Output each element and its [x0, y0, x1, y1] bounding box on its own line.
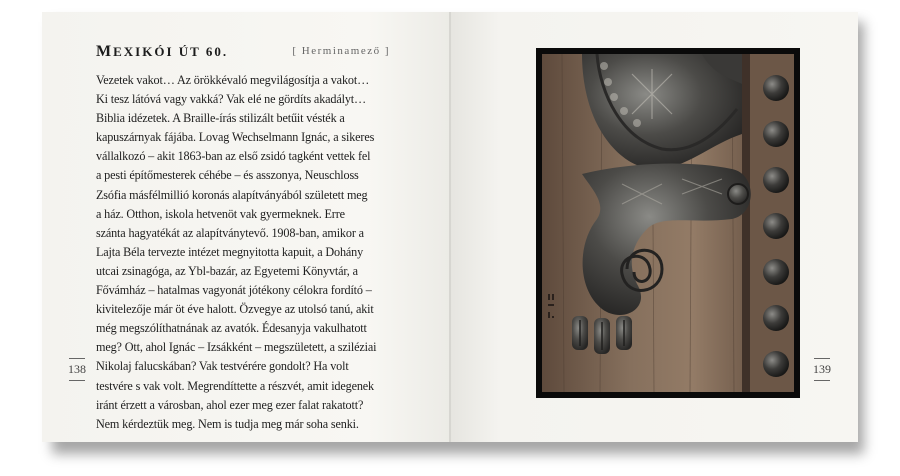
chapter-title: [96, 43, 228, 61]
body-line: a ház. Otthon, iskola hetvenöt vak gyermeknek. Erre: [96, 206, 345, 221]
body-line: a pesti építőmesterek céhébe – és asszonya, Neuschloss: [96, 168, 359, 183]
body-line: még megszólíthatnának az avatók. Édesanyja vakulhatott: [96, 321, 367, 336]
body-line: vállalkozó – akit 1863-ban az első zsidó tagként vettek fel: [96, 149, 371, 164]
body-line: utcai zsinagóga, az Ybl-bazár, az Egyetemi Könyvtár, a: [96, 263, 358, 278]
body-line: Nikolaj falucskában? Vak testvérére gondolt? Ha volt: [96, 359, 349, 374]
body-line: Zsófia másfélmillió koronás alapítványából született meg: [96, 187, 368, 202]
page-number-right: 139: [811, 358, 833, 381]
photo-frame: [536, 48, 800, 398]
chapter-title-rest: EXIKÓI ÚT 60.: [113, 44, 229, 59]
body-line: Fővámház – hatalmas vagyonát jótékony célokra fordító –: [96, 283, 372, 298]
page-number-left: 138: [66, 358, 88, 381]
body-line: meg? Ott, ahol Ignác – Izsákként – megszületett, a sziléziai: [96, 340, 377, 355]
body-line: kivitelezője már öt éve halott. Özvegye az utolsó tanú, akit: [96, 302, 374, 317]
body-line: Nem kérdeztük meg. Nem is tudja meg már soha senki.: [96, 416, 359, 431]
body-text: [96, 71, 396, 434]
door-handle-illustration: [542, 54, 794, 392]
body-line: Vezetek vakot… Az örökkévaló megvilágosítja a vakot…: [96, 73, 370, 87]
body-line: Lajta Béla tervezte intézet megnyitotta kapuit, a Dohány: [96, 244, 364, 259]
body-line: Biblia idézetek. A Braille-írás stilizált betűit vésték a: [96, 111, 345, 126]
page-header: [96, 43, 390, 61]
door-handle-photo: [542, 54, 794, 392]
body-line: iránt érzett a városban, ahol ezer meg ezer falat rakatott?: [96, 397, 364, 412]
book-gutter: [449, 12, 451, 442]
body-line: szánta hagyatékát az alapítványtevő. 1908-ban, amikor a: [96, 225, 364, 240]
body-line: testvére s vak volt. Megrendíttette a részvét, amit idegenek: [96, 378, 374, 393]
chapter-title-initial: M: [96, 43, 114, 60]
body-line: Ki tesz látóvá vagy vakká? Vak elé ne gördíts akadályt…: [96, 92, 367, 107]
body-line: kapuszárnyak fájába. Lovag Wechselmann Ignác, a sikeres: [96, 130, 375, 145]
running-head: [ Herminamező ]: [292, 45, 390, 57]
